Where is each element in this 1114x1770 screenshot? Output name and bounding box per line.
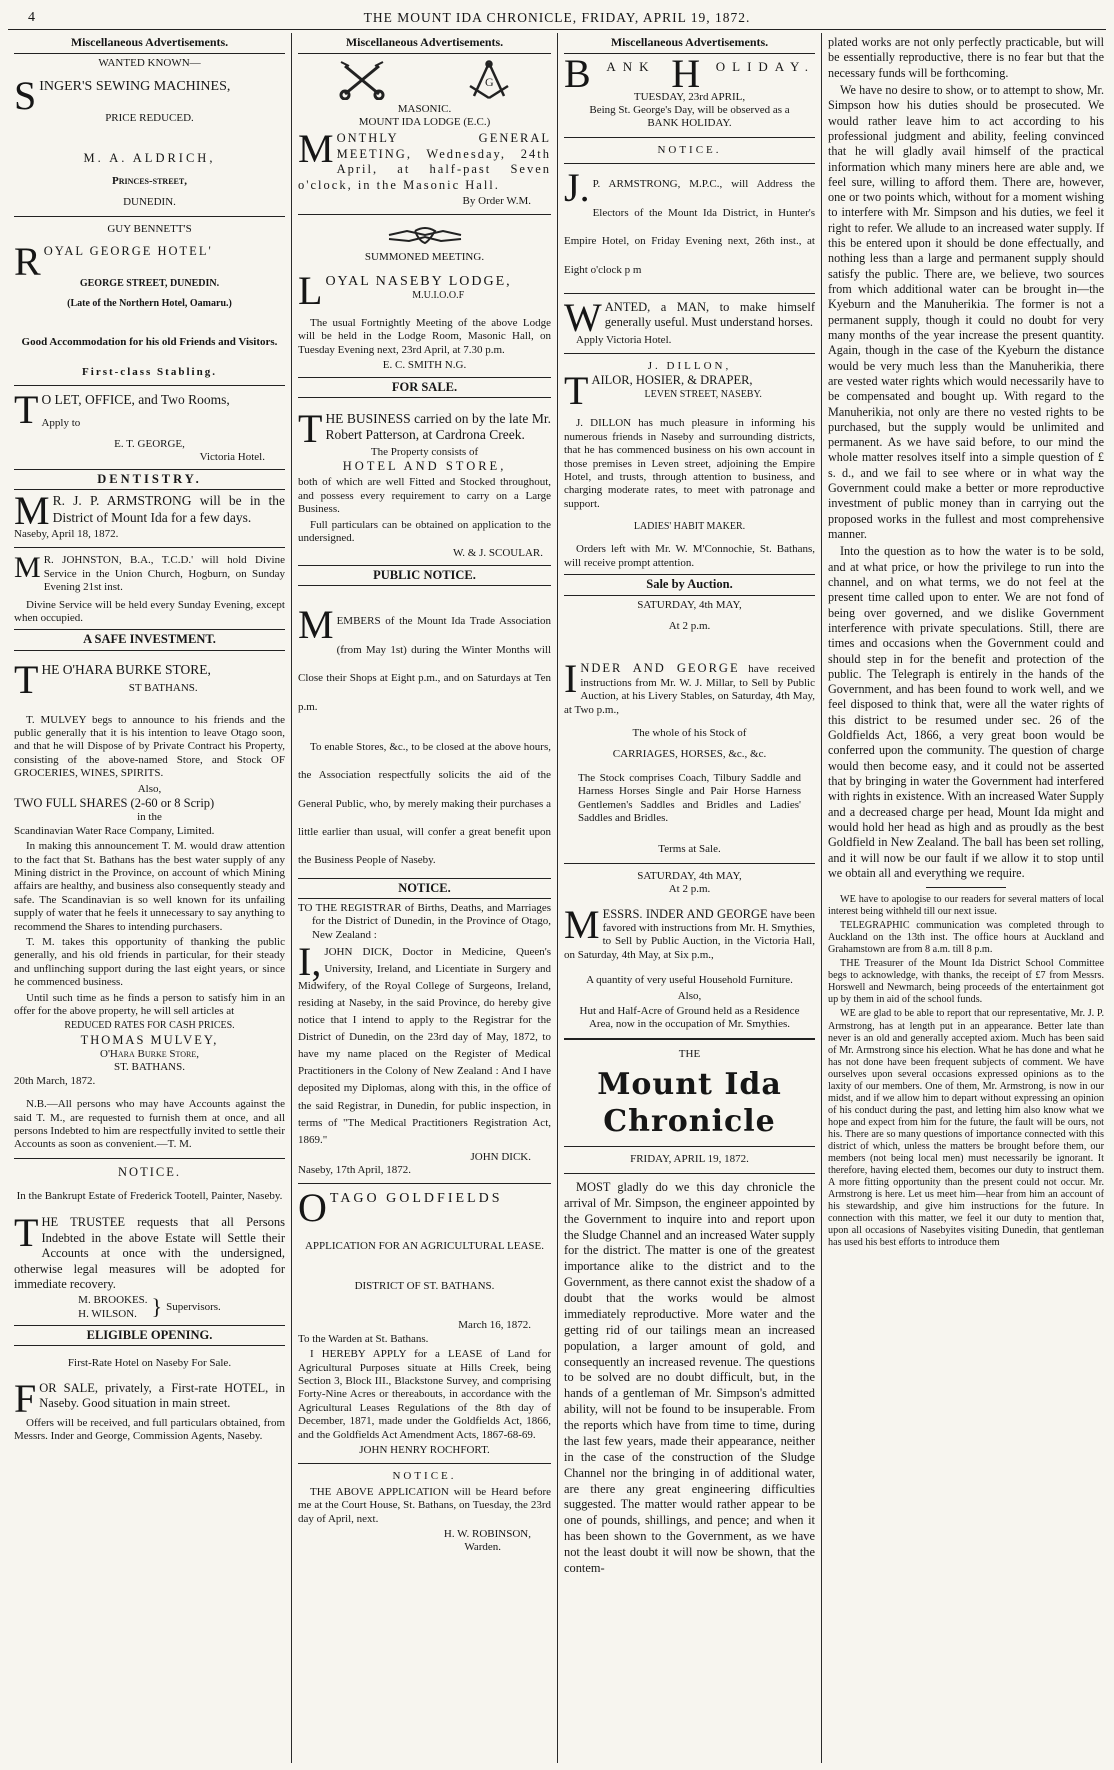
ad-headline: OYAL NASEBY LODGE, bbox=[325, 273, 512, 289]
ad-headline: NDER AND GEORGE bbox=[580, 661, 740, 676]
ad-text: R. J. P. ARMSTRONG will be in the District of Mount Ida for a few days. bbox=[52, 493, 285, 525]
ad-date: SATURDAY, 4th MAY, bbox=[637, 598, 742, 611]
ad-street: Princes-street, bbox=[112, 174, 187, 187]
ad-text: EMBERS of the Mount Ida Trade Association (from May 1st) during the Winter Months will Close their Shops at Eight p.m., and on Saturdays at Ten p.m. bbox=[298, 615, 551, 713]
ad-name: E. T. GEORGE, bbox=[114, 437, 185, 450]
column-1 bbox=[8, 33, 291, 1763]
ad-opening bbox=[14, 1349, 285, 1443]
page-number: 4 bbox=[28, 10, 35, 25]
ad-auction bbox=[564, 599, 815, 1032]
ad-text: both of which are well Fitted and Stocked throughout, and possess every requirement to carry on a Large Business. bbox=[298, 476, 551, 516]
drop-cap: L bbox=[298, 267, 323, 313]
ad-signature: By Order W.M. bbox=[462, 195, 531, 208]
ad-notice-registrar bbox=[298, 902, 551, 1178]
section-header: DENTISTRY. bbox=[14, 469, 285, 490]
ad-office bbox=[14, 387, 285, 465]
ad-text: A quantity of very useful Household Furniture. bbox=[586, 974, 793, 987]
ad-text: T. M. takes this opportunity of thanking the public generally, and his old friends in particular, for their steady and unflinching support during the last eight years, or since he commenced business. bbox=[14, 936, 285, 989]
ad-text: The Property consists of bbox=[370, 445, 479, 458]
ad-subline: MOUNT IDA LODGE (E.C.) bbox=[358, 116, 491, 129]
ad-text: Being St. George's Day, will be observed as a bbox=[589, 104, 790, 117]
ad-for-sale bbox=[298, 401, 551, 561]
drop-cap: M bbox=[298, 602, 334, 648]
ad-text: T. MULVEY begs to announce to his friends and the public generally that it is his intention to leave Otago soon, and that he will Dispose of by Private Contract his Property, consisting of the above-named Store, and Stock OF GROCERIES, WINES, SPIRITS. bbox=[14, 713, 285, 780]
ad-headline: TAGO GOLDFIELDS bbox=[329, 1191, 503, 1207]
ad-notice-trustee: NOTICE. In the Bankrupt Estate of Frederick Tootell, Painter, Naseby. THE TRUSTEE requests that all Persons Indebted in the above Estate will Settle their Accounts at once with the undersigned, otherwise legal measures will be adopted for immediate recovery. M. BROOKES. H. WILSON. } Supervisors. bbox=[14, 1164, 285, 1320]
ad-signature: M. BROOKES. bbox=[78, 1294, 148, 1307]
drop-cap: M bbox=[14, 551, 41, 585]
ad-signature: O'Hara Burke Store, bbox=[100, 1047, 199, 1060]
ad-text: J. DILLON has much pleasure in informing his numerous friends in Naseby and surrounding districts, that he has commenced business on his own account in those premises in Leven street, adjoining the Empire Hotel, and trusts, through attention to business, and charging moderate rates, to meet with patronage and support. bbox=[564, 417, 815, 510]
column-3 bbox=[557, 33, 821, 1763]
ad-headline: AILOR, HOSIER, & DRAPER, bbox=[591, 373, 753, 388]
ad-text: Hut and Half-Acre of Ground held as a Residence Area, now in the occupation of Mr. Smythies. bbox=[579, 1005, 800, 1031]
ad-signature: THOMAS MULVEY, bbox=[80, 1032, 219, 1047]
column-4 bbox=[821, 33, 1106, 1763]
editorial-text: We have no desire to show, or to attempt to show, Mr. Simpson how his duties should be prosecuted. We would rather leave him to act according to his professional judgment and ability, feeling convinced that he will gladly avail himself of the practical information which many miners here are able and, we feel sure, willing to afford them. There are, however, one or two points which, without for a moment wishing to interfere with Mr. Simpson and his duties, we feel it right to refer. We allude to an increased water supply. If this be entered upon it should be done effectually, and nothing less than a large and permanent supply should satisfy the public. There are, we believe, two sources from which additional water can be brought in—the Kyeburn and the Manuherikia. The former is not a permanent supply, though it could no doubt for very many months of the year increase the present quantity. Again, though in the case of the Kyeburn the distance would be very much less than the Manuherikia, there are vested water rights which would necessarily have to be compensated and bought up. With regard to the Manuherikia, not only are there no vested rights to be purchased, but the supply would be unlimited and permanent. As we have said before, to our mind the whole matter resolves itself into a simple question of £ s. d., and we fail to see where or in what way the Government could make a better or more reproductive investment of public money than in carrying out the proposed works in the fullest and most comprehensive manner. bbox=[828, 82, 1104, 541]
masthead bbox=[8, 10, 1106, 30]
ad-signature: ST. BATHANS. bbox=[113, 1061, 185, 1074]
ad-dillon bbox=[564, 360, 815, 570]
editorial-text: MOST gladly do we this day chronicle the arrival of Mr. Simpson, the engineer appointed by the Government to inquire into and report upon the Sludge Channel and an increased Water supply for the district. The matter is one of the greatest importance alike to the district and to the Government, as there cannot exist the shadow of a doubt that the works would be almost immediately reproductive. More water and the getting rid of our tailings mean an increased population, a larger amount of gold, and consequently an increased revenue. The questions to be solved are no doubt difficult, but, in the hands of a gentleman of Mr. Simpson's admitted ability, will not be found to be insuperable. From the reports which have from time to time, during the last few years, made their appearance, neither in the case of the construction of the Sludge Channel nor the bringing in of additional water, are there any great engineering difficulties suggested. The matter would rather appear to be one of pounds, shillings, and pence; and when it has been shown to the Government, as we have not the least doubt it will now be shown, that the contem- bbox=[564, 1179, 815, 1575]
ad-text: HE TRUSTEE requests that all Persons Indebted in the above Estate will Settle their Accounts at once with the undersigned, otherwise legal measures will be adopted for immediate recovery. bbox=[14, 1215, 285, 1291]
ad-headline: OYAL GEORGE HOTEL' bbox=[43, 243, 213, 258]
svg-text:G: G bbox=[484, 74, 494, 89]
ad-investment bbox=[14, 654, 285, 1152]
ad-service bbox=[14, 551, 285, 625]
ad-text: Divine Service will be held every Sunday Evening, except when occupied. bbox=[14, 598, 285, 624]
ad-subline: First-Rate Hotel on Naseby For Sale. bbox=[67, 1357, 232, 1370]
ad-text: Good Accommodation for his old Friends and Visitors. bbox=[21, 336, 278, 349]
drop-cap: H bbox=[671, 50, 701, 96]
drop-cap: M bbox=[14, 488, 50, 534]
ad-street: LEVEN STREET, NASEBY. bbox=[644, 388, 762, 400]
ad-text: Offers will be received, and full particulars obtained, from Messrs. Inder and George, Commission Agents, Naseby. bbox=[14, 1416, 285, 1443]
section-header: Sale by Auction. bbox=[564, 574, 815, 595]
ad-signature: JOHN DICK. bbox=[470, 1150, 531, 1163]
ad-signature: E. C. SMITH N.G. bbox=[382, 359, 467, 372]
square-and-compass-icon bbox=[466, 60, 512, 100]
section-header: PUBLIC NOTICE. bbox=[298, 565, 551, 586]
editorial-date: FRIDAY, APRIL 19, 1872. bbox=[630, 1153, 749, 1166]
section-header: NOTICE. bbox=[298, 878, 551, 899]
clasped-hands-icon bbox=[298, 221, 551, 251]
ad-text: The whole of his Stock of bbox=[632, 726, 747, 739]
ad-text: Scandinavian Water Race Company, Limited. bbox=[14, 824, 215, 837]
news-paragraph: THE Treasurer of the Mount Ida District School Committee begs to acknowledge, with thanks, the receipt of £7 from Messrs. Horswell and Newmarch, being proceeds of the entertainment got up by them in aid of the school funds. bbox=[828, 958, 1104, 1006]
ad-summoned bbox=[298, 221, 551, 372]
section-header: ELIGIBLE OPENING. bbox=[14, 1325, 285, 1346]
ad-text: TO THE REGISTRAR of Births, Deaths, and Marriages for the District of Dunedin, in the Province of Otago, New Zealand : bbox=[298, 901, 551, 941]
ad-text: Terms at Sale. bbox=[658, 843, 721, 856]
ad-headline: O LET, OFFICE, and Two Rooms, bbox=[41, 392, 230, 408]
section-header: NOTICE. bbox=[392, 1470, 457, 1483]
ad-text: TWO FULL SHARES (2-60 or 8 Scrip) bbox=[14, 796, 215, 811]
drop-cap: W bbox=[564, 294, 602, 340]
ad-text: Also, bbox=[677, 989, 702, 1002]
ad-text: HE BUSINESS carried on by the late Mr. Robert Patterson, at Cardrona Creek. bbox=[325, 410, 551, 443]
ad-headline: ESSRS. INDER AND GEORGE bbox=[602, 906, 768, 921]
ad-subline: DISTRICT OF ST. BATHANS. bbox=[354, 1279, 495, 1292]
ad-text: in the bbox=[137, 811, 162, 824]
ad-text: First-class Stabling. bbox=[82, 365, 217, 378]
ad-bank-holiday bbox=[564, 50, 815, 131]
ad-signature: H. WILSON. bbox=[78, 1307, 137, 1320]
ad-notice-armstrong bbox=[564, 144, 815, 287]
crossed-keys-icon bbox=[337, 60, 387, 100]
ad-kicker: WANTED KNOWN— bbox=[98, 56, 201, 69]
ad-public-notice bbox=[298, 589, 551, 874]
news-paragraph: TELEGRAPHIC communication was completed through to Auckland on the 13th inst. The office hours at Auckland and Grahamstown are from 8 a.m. till 8 p.m. bbox=[828, 920, 1104, 956]
ad-masonic bbox=[298, 57, 551, 209]
drop-cap: O bbox=[298, 1185, 327, 1231]
section-header: A SAFE INVESTMENT. bbox=[14, 629, 285, 650]
ad-text: ANTED, a MAN, to make himself generally useful. Must understand horses. bbox=[604, 299, 815, 330]
ad-royal-george bbox=[14, 223, 285, 380]
news-paragraph: WE have to apologise to our readers for several matters of local interest being withheld till our next issue. bbox=[828, 894, 1104, 918]
ad-text: Full particulars can be obtained on application to the undersigned. bbox=[298, 518, 551, 544]
section-header: NOTICE. bbox=[657, 143, 722, 156]
ad-dentistry bbox=[14, 488, 285, 541]
ad-kicker: GUY BENNETT'S bbox=[107, 222, 192, 235]
drop-cap: F bbox=[14, 1375, 37, 1421]
drop-cap: R bbox=[14, 238, 41, 284]
ad-headline: OLIDAY. bbox=[715, 58, 815, 74]
section-header: NOTICE. bbox=[118, 1164, 181, 1179]
editorial-chronicle bbox=[564, 1048, 815, 1577]
ad-text: N.B.—All persons who may have Accounts against the said T. M., are requested to furnish them at once, and all persons Indebted to him are respectfully invited to settle their Accounts as soon as convenient.—T. M. bbox=[14, 1098, 285, 1151]
ad-street: GEORGE STREET, DUNEDIN. bbox=[79, 277, 220, 289]
ad-signature: JOHN HENRY ROCHFORT. bbox=[359, 1443, 490, 1456]
ad-date: At 2 p.m. bbox=[668, 883, 711, 896]
ad-name: M. A. ALDRICH, bbox=[83, 151, 216, 166]
ad-text: have been favored with instructions from Mr. H. Smythies, to Sell by Public Auction, in the Victoria Hall, on Saturday, 4th May, at Six p.m., bbox=[564, 908, 815, 961]
editorial-text: Into the question as to how the water is to be sold, and at what price, or how the privilege to run into the channel, and on what terms, we do not feel at the present time called upon to enter. We are not fond of being over governed, and we dislike Government interference with private speculations. Still, there are times and occasions when the Government could and should step in for the benefit and protection of the public. The Telegraph is entirely in the hands of the Government, and has been found to work well, and we feel disposed to think that, were all the water rights of this district to be resumed under sec. 26 of the Goldfields Act, 1866, a very great boon would be conferred upon the community. The question of charge would then become easy, and it could not be asserted that by bringing in water the Government had interfered with rights in existence. With an increased Water Supply and a decreased charge per head, Mount Ida might and would hold her head as high and as proudly as the best Goldfield in New Zealand. The ball has been set rolling, and it will now be our fault if we allow it to stop until we obtain all and everything we require. bbox=[828, 544, 1104, 880]
drop-cap: T bbox=[298, 405, 323, 451]
ad-singer bbox=[14, 57, 285, 210]
drop-cap: B bbox=[564, 50, 591, 96]
ad-headline: HE O'HARA BURKE STORE, bbox=[41, 661, 211, 677]
ad-headline: INGER'S SEWING MACHINES, bbox=[39, 79, 231, 95]
ad-text: THE ABOVE APPLICATION will be Heard before me at the Court House, St. Bathans, on Tuesday, the 23rd day of April, next. bbox=[298, 1485, 551, 1525]
ad-text: In the Bankrupt Estate of Frederick Tootell, Painter, Naseby. bbox=[16, 1189, 283, 1202]
ad-subline: APPLICATION FOR AN AGRICULTURAL LEASE. bbox=[304, 1240, 545, 1253]
ad-signature: Warden. bbox=[464, 1541, 501, 1554]
ad-text: Orders left with Mr. W. M'Connochie, St. Bathans, will receive prompt attention. bbox=[564, 543, 815, 569]
ad-text: Apply to bbox=[41, 416, 81, 429]
drop-cap: T bbox=[564, 368, 589, 414]
ad-text: The usual Fortnightly Meeting of the above Lodge will be held in the Lodge Room, Masonic Hall, on Tuesday Evening next, 23rd April, at 7.30 p.m. bbox=[298, 316, 551, 356]
ad-note: (Late of the Northern Hotel, Oamaru.) bbox=[67, 298, 232, 310]
ad-subline: PRICE REDUCED. bbox=[105, 112, 194, 125]
ad-date: Naseby, April 18, 1872. bbox=[14, 527, 119, 540]
ad-text: In making this announcement T. M. would draw attention to the fact that St. Bathans has the best water supply of any Mining district in the Province, on account of which Mining affairs are healthy, and business also consequently steady and safe. The Scandinavian is so well known for its unfailing supply of water that he feels it unnecessary to say anything to recommend the Shares to intending purchasers. bbox=[14, 840, 285, 933]
column-header: Miscellaneous Advertisements. bbox=[564, 33, 815, 54]
drop-cap: I bbox=[564, 656, 578, 702]
ad-text: JOHN DICK, Doctor in Medicine, Queen's University, Ireland, and Licentiate in Surgery and Midwifery, of the Royal College of Surgeons, Ireland, residing at Naseby, in the said Province, do hereby give notice that I intend to apply to the Registrar for the District of Dunedin, on the 23rd day of May, 1872, to have my name placed on the Register of Medical Practitioners in the Colony of New Zealand : And I have deposited my Diplomas, along with this, in the office of the said Registrar, in Dunedin, for public inspection, in terms of "The Medical Practitioners Registration Act, 1869." bbox=[298, 946, 551, 1146]
ad-wanted bbox=[564, 294, 815, 347]
ad-text: I HEREBY APPLY for a LEASE of Land for Agricultural Purposes situate at Hills Creek, being Section 3, Block III., Blackstone Survey, and comprising Forty-Nine Acres or thereabouts, in accordance with the Agricultural Leases Regulations of the 8th day of December, 1871, made under the Goldfields Act, 1866, and the Goldfields Act Amendment Acts, 1867-68-69. bbox=[298, 1348, 551, 1441]
ad-subline: M.U.I.O.O.F bbox=[412, 289, 465, 301]
nameplate-title: Mount Ida Chronicle bbox=[597, 1067, 782, 1139]
ad-text: Apply Victoria Hotel. bbox=[576, 333, 672, 346]
drop-cap: T bbox=[14, 656, 39, 702]
ad-town: DUNEDIN. bbox=[123, 196, 176, 209]
ad-text: Also, bbox=[137, 782, 162, 795]
ad-name: J. DILLON, bbox=[647, 360, 732, 373]
ad-text: BANK HOLIDAY. bbox=[647, 117, 732, 130]
ad-date: SATURDAY, 4th MAY, bbox=[637, 869, 742, 882]
ad-text: To enable Stores, &c., to be closed at the above hours, the Association respectfully solicits the aid of the General Public, who, by merely making their purchases a little earlier than usual, will confer a great benefit upon the Business People of Naseby. bbox=[298, 741, 551, 866]
ad-text: R. JOHNSTON, B.A., T.C.D.' will hold Divine Service in the Union Church, Hogburn, on Sunday Evening 21st inst. bbox=[43, 554, 285, 594]
ad-date: At 2 p.m. bbox=[668, 619, 711, 632]
column-header: Miscellaneous Advertisements. bbox=[14, 33, 285, 54]
ad-signature: Supervisors. bbox=[166, 1301, 221, 1314]
drop-cap: J. bbox=[564, 165, 590, 211]
ad-date: 20th March, 1872. bbox=[14, 1074, 96, 1087]
drop-cap: I, bbox=[298, 939, 322, 985]
section-header: FOR SALE. bbox=[298, 377, 551, 398]
ad-text: OR SALE, privately, a First-rate HOTEL, in Naseby. Good situation in main street. bbox=[39, 1380, 285, 1411]
ad-text: The Stock comprises Coach, Tilbury Saddle and Harness Horses Single and Pair Horse Harness Gentlemen's Saddles and Bridles and Ladies' Saddles and Bridles. bbox=[578, 771, 801, 824]
ad-date: TUESDAY, 23rd APRIL, bbox=[633, 90, 746, 103]
ad-place: Victoria Hotel. bbox=[199, 451, 265, 464]
ad-text: ONTHLY GENERAL MEETING, Wednesday, 24th April, at half-past Seven o'clock, in the Masonic Hall. bbox=[298, 131, 551, 192]
ad-title: SUMMONED MEETING. bbox=[364, 251, 485, 264]
ad-text: HOTEL AND STORE, bbox=[342, 459, 507, 474]
ad-text: CARRIAGES, HORSES, &c., &c. bbox=[612, 748, 767, 761]
column-header: Miscellaneous Advertisements. bbox=[298, 33, 551, 54]
column-2 bbox=[291, 33, 557, 1763]
ad-date: March 16, 1872. bbox=[458, 1319, 531, 1332]
ad-text: To the Warden at St. Bathans. bbox=[298, 1332, 429, 1345]
ad-headline: ANK bbox=[606, 58, 656, 74]
drop-cap: M bbox=[298, 126, 334, 172]
ad-text: have received instructions from Mr. W. J. Millar, to Sell by Public Auction, at his Livery Stables, on Saturday, 4th May, at Two p.m., bbox=[564, 663, 816, 716]
ad-notice-warden bbox=[298, 1470, 551, 1554]
ad-signature: W. & J. SCOULAR. bbox=[452, 547, 543, 560]
nameplate-kicker: THE bbox=[678, 1047, 701, 1060]
ad-text: Until such time as he finds a person to satisfy him in an offer for the above property, he will sell articles at bbox=[14, 991, 285, 1018]
masthead-title: THE MOUNT IDA CHRONICLE, FRIDAY, APRIL 19, 1872. bbox=[363, 10, 751, 25]
ad-place: ST BATHANS. bbox=[128, 682, 198, 695]
drop-cap: M bbox=[564, 901, 600, 947]
drop-cap: T bbox=[14, 1210, 39, 1256]
ad-date: Naseby, 17th April, 1872. bbox=[298, 1164, 411, 1177]
drop-cap: S bbox=[14, 73, 37, 119]
editorial-text: plated works are not only perfectly practicable, but will be essentially reproductive, there is no fear but that the necessary funds will be forthcoming. bbox=[828, 35, 1104, 80]
ad-text: LADIES' HABIT MAKER. bbox=[633, 521, 746, 533]
news-paragraph: WE are glad to be able to report that our representative, Mr. J. P. Armstrong, has at length put in an appearance. Better late than never is an old and generally accepted axiom. Much has been said of Mr. Armstrong since his election. What he has done and what he has not done have been frequent subjects of comment. We have ourselves upon several occasions expressed opinions as to the laxity of our members. One of them, Mr. Armstrong, is now in our midst, and if we allow him to depart without expressing an opinion of his conduct during the past, and letting him also know what we hope and expect from him for the future, the fault will be ours, not his. There are so many questions of importance connected with this district of which, unless the matters be brought before them, our members (not being local men) must necessarily be ignorant. It therefore, having elected them, becomes our duty to instruct them. A more fitting opportunity than the present could not occur. Mr. Armstrong is here. Let us meet him—hear from him an account of his stewardship, and give him instructions for the future. In connection with this matter, we feel it our duty to mention that, upon all occasions of Nasebyites visiting Dunedin, that gentleman has used his best efforts to introduce them bbox=[828, 1008, 1104, 1249]
drop-cap: T bbox=[14, 387, 39, 433]
ad-text: REDUCED RATES FOR CASH PRICES. bbox=[64, 1020, 235, 1032]
ad-signature: H. W. ROBINSON, bbox=[443, 1527, 531, 1540]
ad-otago-goldfields bbox=[298, 1185, 551, 1457]
ad-text: P. ARMSTRONG, M.P.C., will Address the Electors of the Mount Ida District, in Hunter's Empire Hotel, on Friday Evening next, 26th inst., at Eight o'clock p m bbox=[564, 178, 815, 277]
ad-title: MASONIC. bbox=[397, 102, 452, 115]
